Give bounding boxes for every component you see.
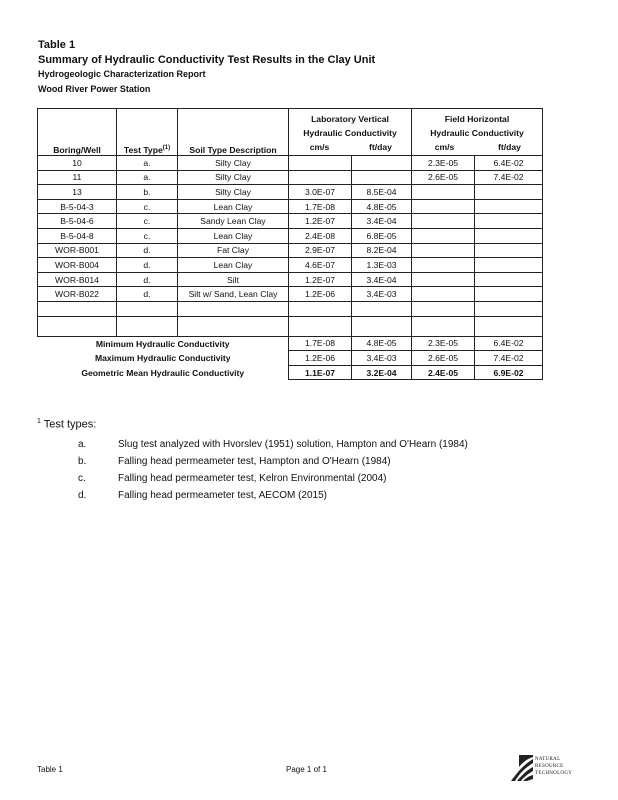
soil-cell: Lean Clay: [178, 258, 289, 273]
test-type-cell: a.: [117, 170, 178, 185]
blank-cell: [117, 301, 178, 316]
lab-group-line1: Laboratory Vertical: [311, 114, 389, 124]
header-row: [38, 109, 543, 156]
table-row: [38, 228, 543, 243]
footnote-marker: 1: [37, 418, 41, 425]
col-header-boring: Boring/Well: [38, 109, 117, 156]
field-ftday-cell: [475, 214, 543, 229]
field-ftday-cell: 6.4E-02: [475, 156, 543, 171]
col-header-soil: Soil Type Description: [178, 109, 289, 156]
field-ftday-header: ft/day: [498, 142, 521, 152]
lab-cms-cell: 2.4E-08: [289, 228, 352, 243]
field-cms-cell: [412, 287, 475, 302]
blank-cell: [38, 301, 117, 316]
nrt-logo-text: NATURAL RESOURCE TECHNOLOGY: [535, 757, 573, 776]
summary-field-cms: 2.6E-05: [412, 351, 475, 366]
summary-row: [38, 365, 543, 380]
field-ftday-cell: [475, 185, 543, 200]
lab-cms-cell: [289, 156, 352, 171]
footer-page-number: Page 1 of 1: [286, 765, 327, 774]
table-row: [38, 156, 543, 171]
blank-cell: [475, 301, 543, 316]
boring-cell: WOR-B014: [38, 272, 117, 287]
field-group-line1: Field Horizontal: [444, 114, 510, 124]
site-name: Wood River Power Station: [38, 84, 151, 94]
field-ftday-cell: [475, 243, 543, 258]
blank-cell: [475, 316, 543, 336]
soil-cell: Silt w/ Sand, Lean Clay: [178, 287, 289, 302]
soil-cell: Silty Clay: [178, 170, 289, 185]
lab-ftday-cell: [352, 170, 412, 185]
blank-cell: [412, 316, 475, 336]
field-group-line2: Hydraulic Conductivity: [430, 128, 524, 138]
table-row: [38, 214, 543, 229]
summary-lab-ftday: 4.8E-05: [352, 336, 412, 351]
summary-field-cms: 2.3E-05: [412, 336, 475, 351]
test-type-cell: c.: [117, 199, 178, 214]
col-header-field-group: [412, 109, 543, 156]
summary-field-cms: 2.4E-05: [412, 365, 475, 380]
soil-cell: Lean Clay: [178, 228, 289, 243]
lab-ftday-cell: 3.4E-03: [352, 287, 412, 302]
lab-cms-header: cm/s: [309, 142, 330, 152]
boring-cell: 13: [38, 185, 117, 200]
field-cms-cell: [412, 228, 475, 243]
field-ftday-cell: [475, 228, 543, 243]
lab-ftday-cell: 3.4E-04: [352, 272, 412, 287]
table-row: [38, 170, 543, 185]
summary-lab-ftday: 3.2E-04: [352, 365, 412, 380]
blank-cell: [352, 301, 412, 316]
hydraulic-conductivity-table: [37, 108, 543, 380]
lab-ftday-cell: 3.4E-04: [352, 214, 412, 229]
field-cms-cell: 2.6E-05: [412, 170, 475, 185]
lab-cms-cell: 4.6E-07: [289, 258, 352, 273]
footnote-item: b. Falling head permeameter test, Hampton and O'Hearn (1984): [78, 456, 391, 467]
boring-cell: WOR-B022: [38, 287, 117, 302]
lab-cms-cell: 3.0E-07: [289, 185, 352, 200]
summary-label: Geometric Mean Hydraulic Conductivity: [38, 365, 289, 380]
lab-ftday-cell: 1.3E-03: [352, 258, 412, 273]
table-number: Table 1: [38, 39, 76, 51]
field-cms-cell: [412, 272, 475, 287]
col-header-test-type: Test Type$^{(1)}$: [117, 109, 178, 156]
lab-ftday-cell: [352, 156, 412, 171]
lab-cms-cell: 1.7E-08: [289, 199, 352, 214]
lab-ftday-cell: 4.8E-05: [352, 199, 412, 214]
lab-group-line2: Hydraulic Conductivity: [303, 128, 397, 138]
footnote-item: a. Slug test analyzed with Hvorslev (1951) solution, Hampton and O'Hearn (1984): [78, 439, 468, 450]
footnote-heading: $^1$ Test types:: [37, 418, 97, 431]
field-cms-cell: [412, 243, 475, 258]
test-type-cell: a.: [117, 156, 178, 171]
summary-field-ftday: 6.4E-02: [475, 336, 543, 351]
field-cms-cell: [412, 214, 475, 229]
summary-lab-ftday: 3.4E-03: [352, 351, 412, 366]
blank-cell: [352, 316, 412, 336]
lab-ftday-cell: 6.8E-05: [352, 228, 412, 243]
summary-lab-cms: 1.7E-08: [289, 336, 352, 351]
summary-row: [38, 351, 543, 366]
footnote-item: d. Falling head permeameter test, AECOM (2015): [78, 490, 327, 501]
soil-cell: Silty Clay: [178, 156, 289, 171]
lab-ftday-cell: 8.5E-04: [352, 185, 412, 200]
summary-field-ftday: 7.4E-02: [475, 351, 543, 366]
table-row: [38, 185, 543, 200]
table-row: [38, 287, 543, 302]
blank-cell: [289, 316, 352, 336]
field-cms-cell: [412, 258, 475, 273]
lab-cms-cell: 2.9E-07: [289, 243, 352, 258]
field-cms-cell: [412, 185, 475, 200]
test-type-cell: b.: [117, 185, 178, 200]
lab-cms-cell: 1.2E-07: [289, 214, 352, 229]
boring-cell: 10: [38, 156, 117, 171]
field-ftday-cell: [475, 199, 543, 214]
summary-field-ftday: 6.9E-02: [475, 365, 543, 380]
boring-cell: B-5-04-3: [38, 199, 117, 214]
field-ftday-cell: [475, 287, 543, 302]
blank-cell: [289, 301, 352, 316]
test-type-cell: c.: [117, 228, 178, 243]
test-type-cell: c.: [117, 214, 178, 229]
blank-row: [38, 316, 543, 336]
boring-cell: B-5-04-8: [38, 228, 117, 243]
table-row: [38, 272, 543, 287]
footer-table-label: Table 1: [37, 765, 63, 774]
field-ftday-cell: [475, 272, 543, 287]
blank-cell: [178, 301, 289, 316]
field-ftday-cell: [475, 258, 543, 273]
summary-lab-cms: 1.1E-07: [289, 365, 352, 380]
soil-cell: Silt: [178, 272, 289, 287]
boring-cell: WOR-B004: [38, 258, 117, 273]
test-type-cell: d.: [117, 243, 178, 258]
boring-cell: 11: [38, 170, 117, 185]
test-type-cell: d.: [117, 287, 178, 302]
lab-cms-cell: 1.2E-07: [289, 272, 352, 287]
field-ftday-cell: 7.4E-02: [475, 170, 543, 185]
blank-cell: [117, 316, 178, 336]
table-row: [38, 243, 543, 258]
boring-cell: WOR-B001: [38, 243, 117, 258]
soil-cell: Sandy Lean Clay: [178, 214, 289, 229]
col-header-lab-group: [289, 109, 412, 156]
lab-ftday-header: ft/day: [369, 142, 392, 152]
table-row: [38, 258, 543, 273]
soil-cell: Lean Clay: [178, 199, 289, 214]
summary-lab-cms: 1.2E-06: [289, 351, 352, 366]
summary-label: Maximum Hydraulic Conductivity: [38, 351, 289, 366]
lab-cms-cell: [289, 170, 352, 185]
report-name: Hydrogeologic Characterization Report: [38, 69, 206, 79]
lab-ftday-cell: 8.2E-04: [352, 243, 412, 258]
boring-cell: B-5-04-6: [38, 214, 117, 229]
summary-row: [38, 336, 543, 351]
test-type-cell: d.: [117, 258, 178, 273]
field-cms-cell: [412, 199, 475, 214]
test-type-cell: d.: [117, 272, 178, 287]
field-cms-cell: 2.3E-05: [412, 156, 475, 171]
footnote-item: c. Falling head permeameter test, Kelron Environmental (2004): [78, 473, 387, 484]
blank-row: [38, 301, 543, 316]
blank-cell: [38, 316, 117, 336]
blank-cell: [178, 316, 289, 336]
lab-cms-cell: 1.2E-06: [289, 287, 352, 302]
table-title: Summary of Hydraulic Conductivity Test Results in the Clay Unit: [38, 54, 376, 66]
summary-label: Minimum Hydraulic Conductivity: [38, 336, 289, 351]
soil-cell: Silty Clay: [178, 185, 289, 200]
blank-cell: [412, 301, 475, 316]
field-cms-header: cm/s: [434, 142, 455, 152]
table-row: [38, 199, 543, 214]
soil-cell: Fat Clay: [178, 243, 289, 258]
